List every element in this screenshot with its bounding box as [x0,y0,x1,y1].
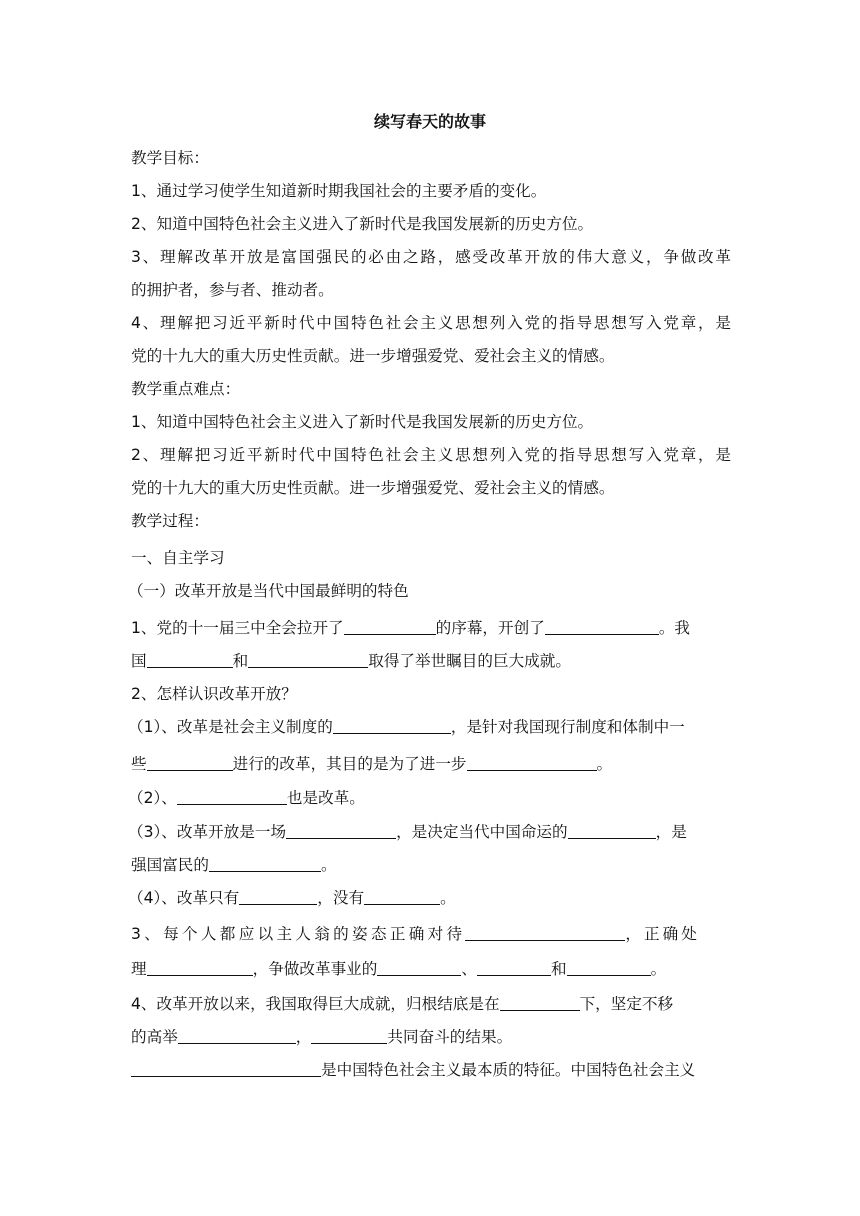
question-text: 。 [596,755,613,773]
question-text: （1）、改革是社会主义制度的 [128,718,333,736]
question-text: 和 [232,652,249,670]
section-1-heading: 一、自主学习 [131,549,225,567]
question-text: 理 [131,960,147,978]
question-4-line-1 [131,992,731,1016]
question-2-1-line-1 [128,715,728,739]
question-text: ，是针对我国现行制度和体制中一 [450,718,685,736]
question-text: ，没有 [317,889,365,907]
goal-3-line-1: 3、理解改革开放是富国强民的必由之路，感受改革开放的伟大意义，争做改革 [131,248,731,266]
goal-4-line-2: 党的十九大的重大历史性贡献。进一步增强爱党、爱社会主义的情感。 [131,347,615,365]
question-text: 和 [550,960,567,978]
goal-2: 2、知道中国特色社会主义进入了新时代是我国发展新的历史方位。 [131,215,594,233]
goal-1: 1、通过学习使学生知道新时期我国社会的主要矛盾的变化。 [131,182,547,200]
question-text: 国 [131,652,147,670]
question-text: 的高举 [131,1028,178,1046]
question-5-line-1 [131,1058,731,1082]
question-4-line-2 [131,1025,731,1049]
fill-blank[interactable] [147,753,233,771]
key-points-heading: 教学重点难点： [131,380,241,398]
question-text: （4）、改革只有 [128,889,240,907]
question-text: 进行的改革，其目的是为了进一步 [232,755,467,773]
question-text: ，正确处 [625,925,700,943]
fill-blank[interactable] [545,617,659,635]
fill-blank[interactable] [333,716,451,734]
question-text: ， [295,1028,312,1046]
question-text: 、 [461,960,477,978]
question-1-line-2 [131,649,731,673]
key-point-1: 1、知道中国特色社会主义进入了新时代是我国发展新的历史方位。 [131,413,594,431]
fill-blank[interactable] [239,887,317,905]
question-text: 4、改革开放以来，我国取得巨大成就，归根结底是在 [131,995,500,1013]
goal-3-line-2: 的拥护者，参与者、推动者。 [131,281,334,299]
fill-blank[interactable] [465,923,625,941]
question-text: 共同奋斗的结果。 [387,1028,513,1046]
question-text: 1、党的十一届三中全会拉开了 [131,619,344,637]
question-1-line-1 [131,616,731,640]
question-text: 。 [440,889,456,907]
fill-blank[interactable] [209,854,321,872]
fill-blank[interactable] [177,787,287,805]
question-text: 。 [320,856,337,874]
fill-blank[interactable] [467,753,597,771]
process-heading: 教学过程： [131,512,209,530]
question-text: 。 [650,960,667,978]
goal-4-line-1: 4、理解把习近平新时代中国特色社会主义思想列入党的指导思想写入党章，是 [131,314,731,332]
fill-blank[interactable] [364,887,440,905]
fill-blank[interactable] [178,1026,296,1044]
question-2-4 [128,886,728,910]
fill-blank[interactable] [147,958,253,976]
question-text: 的序幕，开创了 [435,619,545,637]
key-point-2-line-2: 党的十九大的重大历史性贡献。进一步增强爱党、爱社会主义的情感。 [131,479,615,497]
fill-blank[interactable] [147,650,233,668]
question-text: 3、每个人都应以主人翁的姿态正确对待 [131,925,466,943]
question-2-heading: 2、怎样认识改革开放？ [131,685,297,703]
question-text: ，争做改革事业的 [252,960,378,978]
fill-blank[interactable] [131,1059,321,1077]
key-point-2-line-1: 2、理解把习近平新时代中国特色社会主义思想列入党的指导思想写入党章，是 [131,446,731,464]
question-text: ，是决定当代中国命运的 [396,823,568,841]
question-text: （3）、改革开放是一场 [128,823,287,841]
question-2-3-line-1 [128,820,728,844]
question-text: ，是 [655,823,687,841]
question-2-1-line-2 [131,752,731,776]
fill-blank[interactable] [311,1026,387,1044]
fill-blank[interactable] [248,650,368,668]
question-text: （2）、 [128,789,177,807]
question-text: 下，坚定不移 [579,995,674,1013]
document-title: 续写春天的故事 [373,112,486,131]
question-text: 。我 [658,619,691,637]
question-text: 些 [131,755,147,773]
question-text: 也是改革。 [286,789,365,807]
fill-blank[interactable] [567,958,651,976]
question-2-2 [128,786,728,810]
fill-blank[interactable] [568,821,656,839]
question-text: 是中国特色社会主义最本质的特征。中国特色社会主义 [321,1061,696,1079]
question-2-3-line-2 [131,853,731,877]
fill-blank[interactable] [377,958,461,976]
question-text: 取得了举世瞩目的巨大成就。 [368,652,571,670]
question-3-line-1 [131,922,731,946]
goals-heading: 教学目标： [131,149,209,167]
subsection-1-heading: （一）改革开放是当代中国最鲜明的特色 [128,582,409,600]
fill-blank[interactable] [344,617,436,635]
question-text: 强国富民的 [131,856,209,874]
fill-blank[interactable] [286,821,396,839]
question-3-line-2 [131,957,731,981]
fill-blank[interactable] [477,958,551,976]
fill-blank[interactable] [500,993,580,1011]
